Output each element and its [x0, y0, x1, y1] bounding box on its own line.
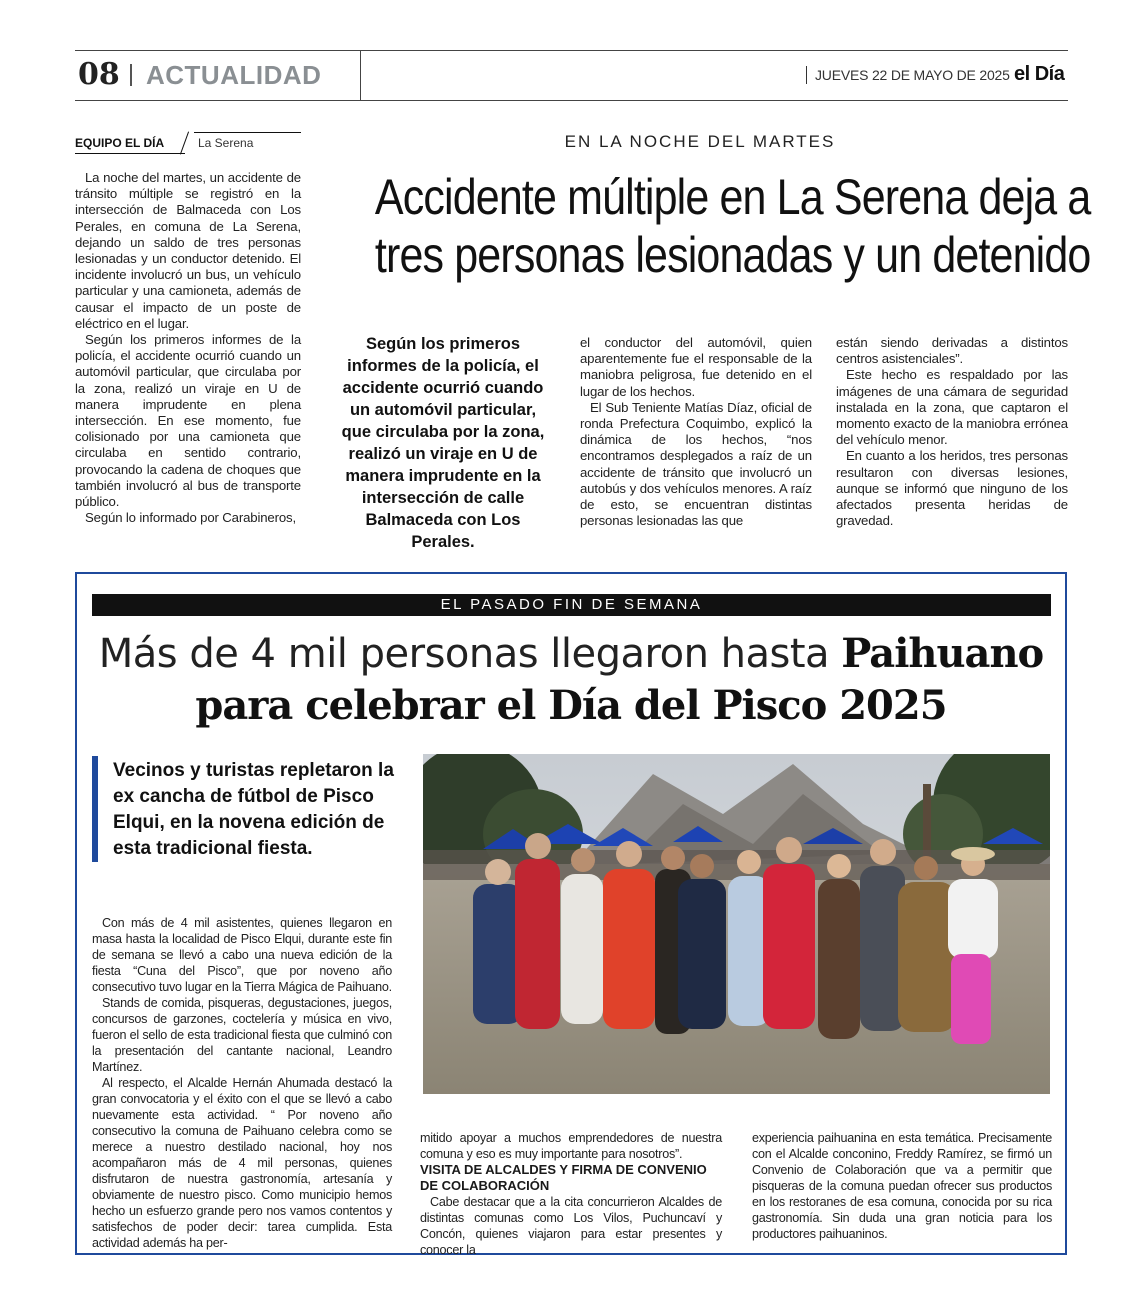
- header-divider: [360, 51, 361, 100]
- photo-illustration: [423, 754, 1050, 1094]
- story2-kicker: EL PASADO FIN DE SEMANA: [92, 594, 1051, 616]
- story2-headline: [80, 628, 1062, 732]
- event-photo: [423, 754, 1050, 1094]
- story2-column-1: [92, 915, 392, 1251]
- byline-rule: [194, 132, 301, 133]
- byline-location: La Serena: [198, 136, 254, 150]
- newspaper-logo: el Día: [1014, 63, 1065, 85]
- paragraph: Al respecto, el Alcalde Hernán Ahumada destacó la gran convocatoria y el éxito con el que se llevó a cabo nuevamente esta actividad. “ Por noveno año consecutivo la comuna de Paihuano celebra como se merece a nuestro destilado nacional, hoy nos acompañaron más de 4 mil personas, quienes disfrutaron de nuestra gastronomía, artesanía y obviamente de nuestro pisco. Como municipio hemos hecho un esfuerzo grande pero nos vamos contentos y satisfechos de poder decir: tarea cumplida. Esta actividad además ha per-: [92, 1076, 392, 1250]
- headline-line: Accidente múltiple en La Serena deja a: [374, 169, 1091, 225]
- story2-column-2: [420, 1130, 722, 1258]
- paragraph: Cabe destacar que a la cita concurrieron Alcaldes de distintas comunas como Los Vilos, Puchuncaví y Concón, quienes viajaron para estar presentes y conocer la: [420, 1195, 722, 1257]
- section-separator: [130, 64, 132, 86]
- date-separator: [806, 66, 807, 84]
- paragraph: El Sub Teniente Matías Díaz, oficial de ronda Prefectura Coquimbo, explicó la dinámica de los hechos, “nos encontramos desplegados a raíz de un accidente de tránsito que involucró un autobús y dos vehículos menores. A raíz de esto, se encuentran distintas personas lesionadas las que: [580, 399, 812, 529]
- headline-line: [80, 628, 1062, 680]
- byline-rule: [75, 153, 185, 154]
- lead-accent-bar: [92, 756, 98, 862]
- paragraph: mitido apoyar a muchos emprendedores de nuestra comuna y eso es muy importante para nosotros”.: [420, 1131, 722, 1161]
- paragraph: Este hecho es respaldado por las imágenes de una cámara de seguridad instalada en la zona, que captaron el momento exacto de la maniobra errónea del vehículo menor.: [836, 367, 1068, 448]
- paragraph: el conductor del automóvil, quien aparentemente fue el responsable de la maniobra peligrosa, fue detenido en el lugar de los hechos.: [580, 335, 812, 399]
- paragraph: experiencia paihuanina en esta temática. Precisamente con el Alcalde conconino, Freddy Ramírez, se firmó un Convenio de Colaboración que va a permitir que pisqueras de la comuna puedan ofrecer sus productos en los restoranes de esa comuna, conocida por su rica gastronomía. Sin duda una gran noticia para los productores paihuaninos.: [752, 1131, 1052, 1241]
- story1-column-3: [836, 335, 1068, 529]
- subheading: VISITA DE ALCALDES Y FIRMA DE CONVENIO DE COLABORACIÓN: [420, 1162, 707, 1193]
- paragraph: están siendo derivadas a distintos centros asistenciales”.: [836, 335, 1068, 367]
- paragraph: Stands de comida, pisqueras, degustaciones, juegos, concursos de garzones, coctelería y música en vivo, fueron el sello de esta tradicional fiesta que culminó con la presentación del cantante nacional, Leandro Martínez.: [92, 996, 392, 1074]
- paragraph: En cuanto a los heridos, tres personas resultaron con diversas lesiones, aunque se informó que ninguno de los afectados presenta heridas de gravedad.: [836, 448, 1068, 529]
- paragraph: La noche del martes, un accidente de tránsito múltiple se registró en la intersección de Balmaceda con Los Perales, en comuna de La Serena, dejando un saldo de tres personas lesionadas y un conductor detenido. El incidente involucró un bus, un vehículo particular y una camioneta, además de causar el impacto de un poste de eléctrico en el lugar.: [75, 170, 301, 331]
- story1-column-1: [75, 170, 301, 526]
- headline-line: tres personas lesionadas y un detenido: [374, 227, 1091, 283]
- section-title: ACTUALIDAD: [146, 60, 322, 90]
- byline-author: EQUIPO EL DÍA: [75, 136, 165, 150]
- header-bottom-rule: [75, 100, 1068, 101]
- story2-lead: Vecinos y turistas repletaron la ex cancha de fútbol de Pisco Elqui, en la novena edición de esta tradicional fiesta.: [113, 760, 394, 859]
- paragraph: Según los primeros informes de la policía, el accidente ocurrió cuando un automóvil particular, que circulaba por la zona, realizó un viraje en U de manera imprudente en plena intersección. En ese momento, fue colisionado por una camioneta que circulaba en sentido contrario, provocando la cadena de choques que también involucró al bus de transporte público.: [75, 332, 301, 510]
- story1-headline: [374, 168, 1091, 284]
- paragraph: Según lo informado por Carabineros,: [85, 510, 297, 526]
- byline-slash: [180, 132, 189, 155]
- headline-line: para celebrar el Día del Pisco 2025: [195, 682, 947, 729]
- page-number: 08: [78, 57, 120, 92]
- story1-kicker: EN LA NOCHE DEL MARTES: [564, 132, 836, 151]
- story1-lead: Según los primeros informes de la policía, el accidente ocurrió cuando un automóvil particular, que circulaba por la zona, realizó un viraje en U de manera imprudente en la intersección de calle Balmaceda con Los Perales.: [341, 335, 545, 551]
- header-top-rule: [75, 50, 1068, 51]
- paragraph: Con más de 4 mil asistentes, quienes llegaron en masa hasta la localidad de Pisco Elqui, durante este fin de semana se llevó a cabo una nueva edición de la fiesta “Cuna del Pisco”, que por noveno año consecutivo tuvo lugar en la Tierra Mágica de Paihuano.: [92, 916, 392, 994]
- story1-column-2: [580, 335, 812, 529]
- issue-date: JUEVES 22 DE MAYO DE 2025: [815, 67, 1010, 83]
- headline-bold-part: Paihuano: [841, 630, 1044, 677]
- story2-column-3: [752, 1130, 1052, 1242]
- headline-light-part: Más de 4 mil personas llegaron hasta: [98, 631, 842, 677]
